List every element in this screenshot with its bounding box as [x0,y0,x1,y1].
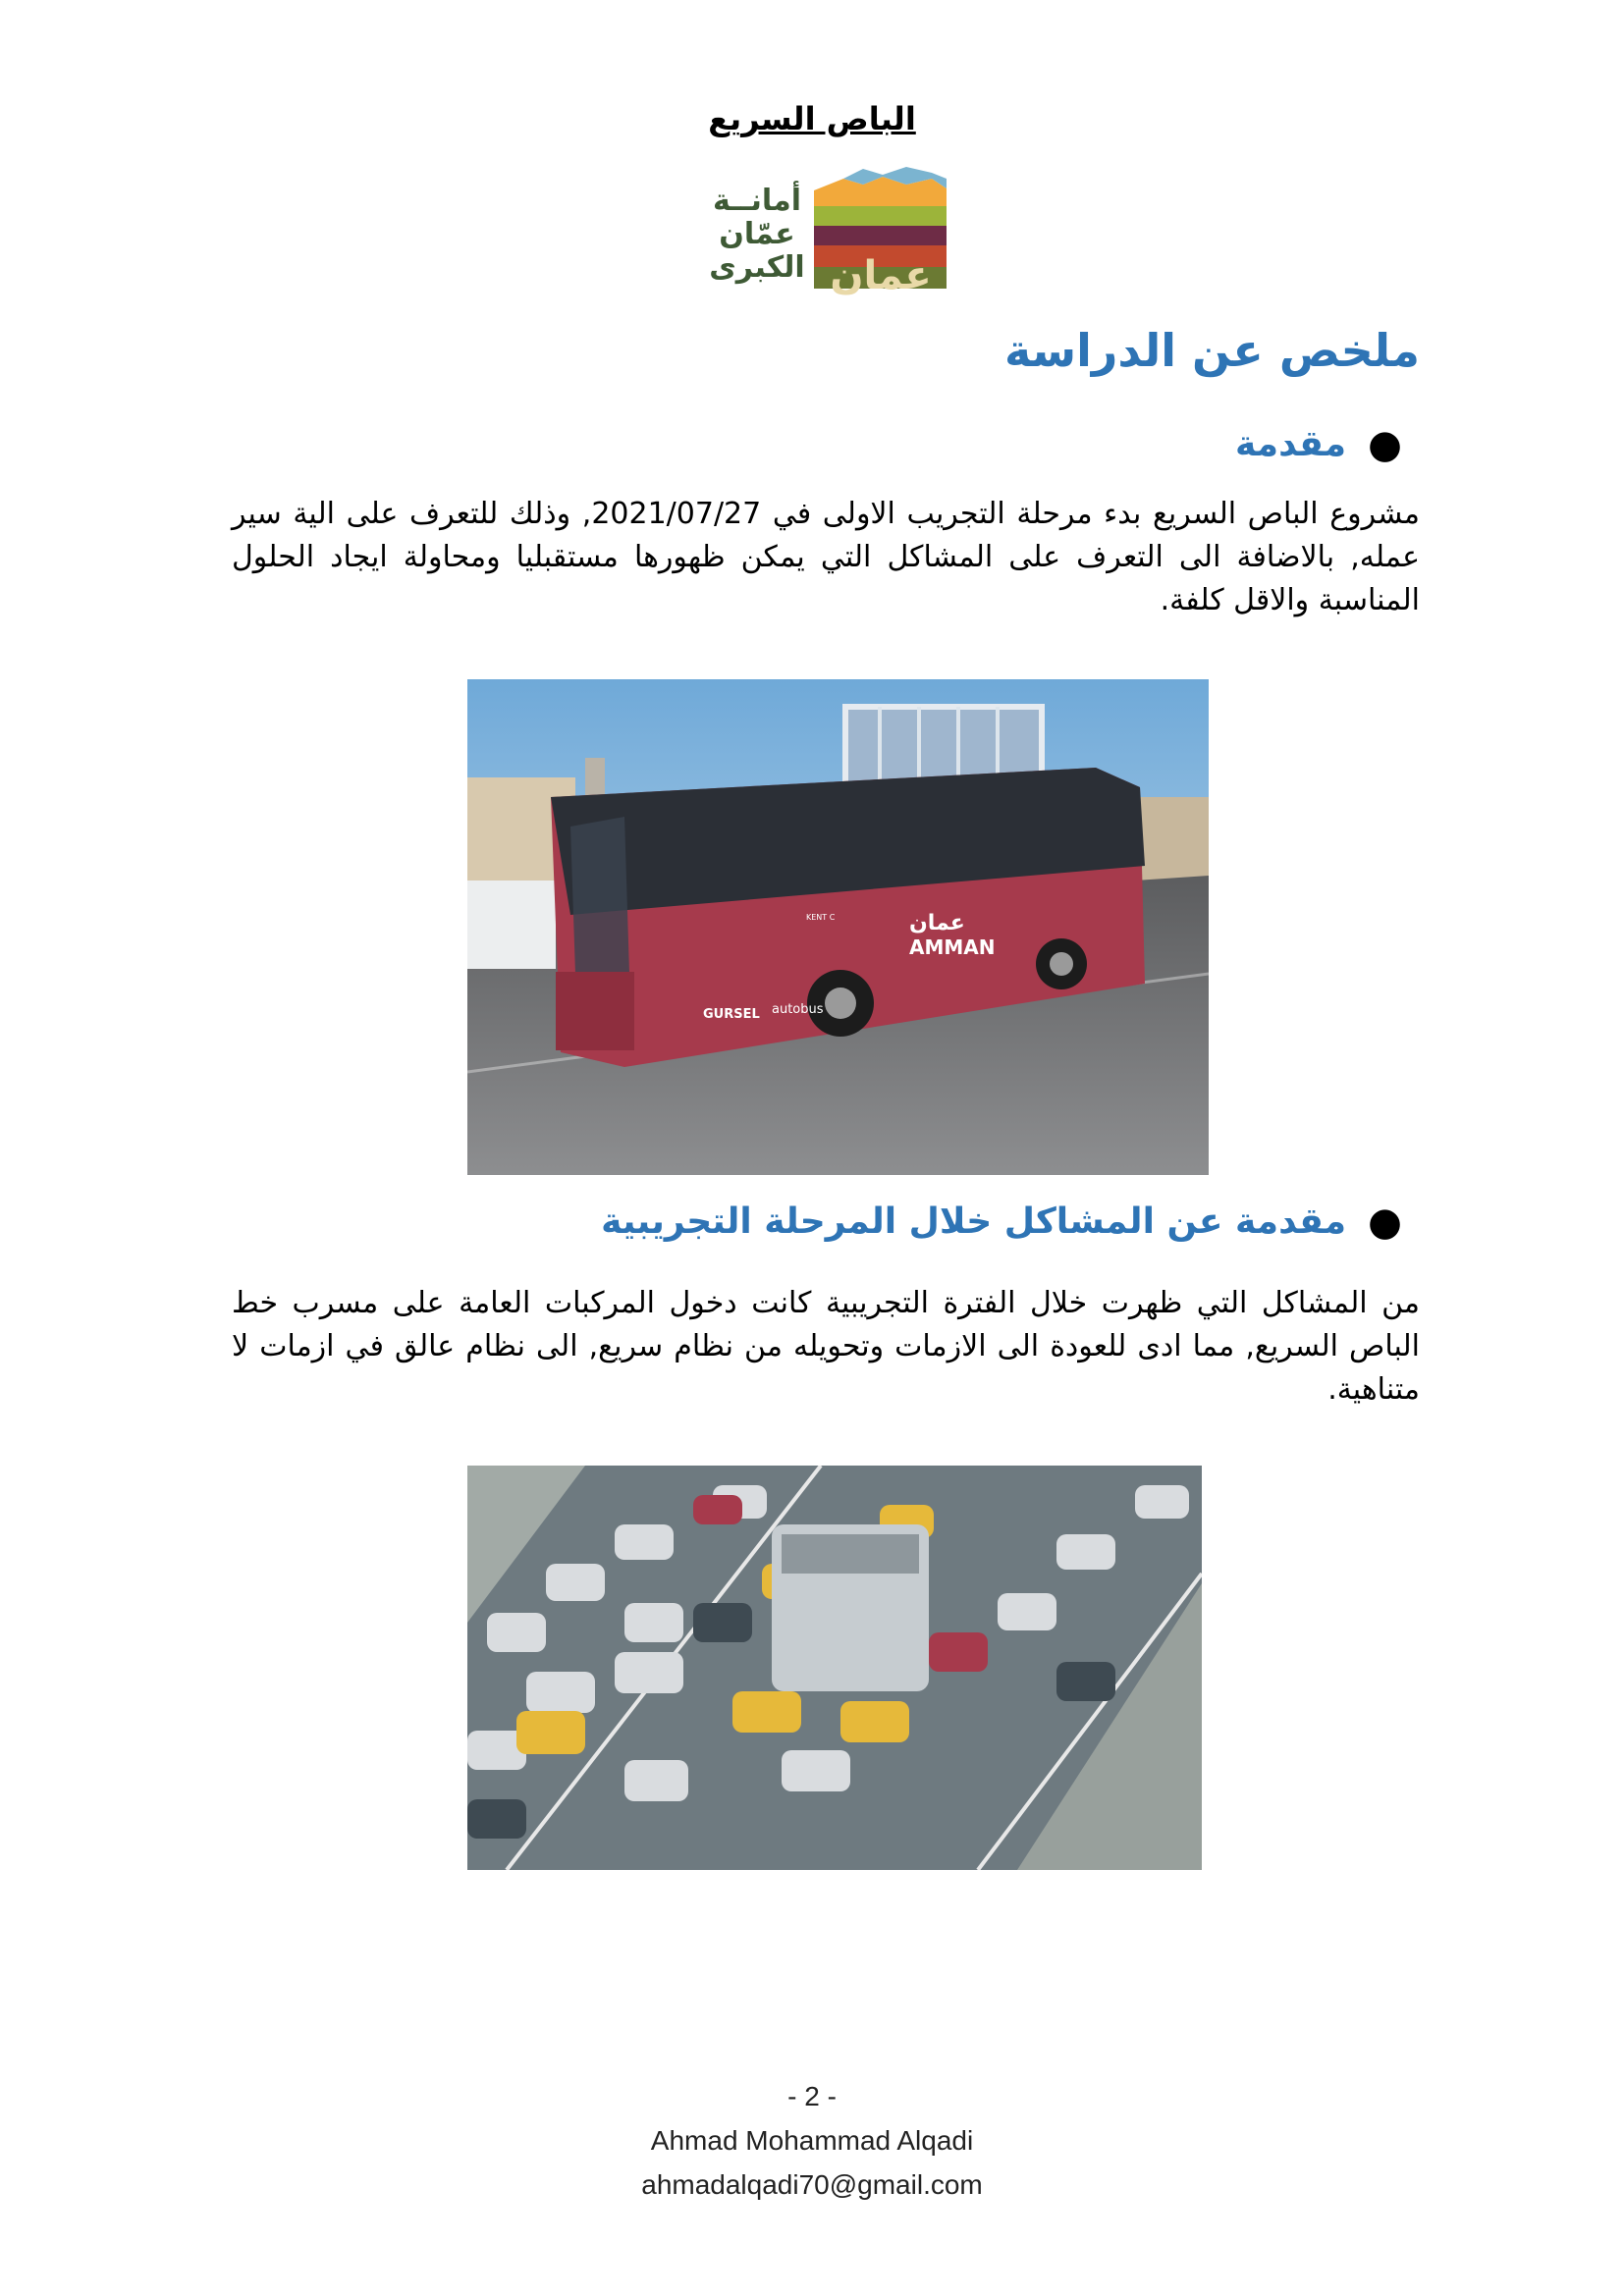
section-problems-paragraph: من المشاكل التي ظهرت خلال الفترة التجريبية كانت دخول المركبات العامة على مسرب خط الباص السريع, مما ادى للعودة الى الازمات وتحويله من نظام سريع, الى نظام عالق في ازمات لا متناهية. [232,1286,1420,1407]
logo-text-line1: أمانــة [712,184,802,218]
bus-brand-ar-text: عمان [909,911,965,935]
bus-photo [467,679,1209,1175]
document-title: الباص السريع [708,100,916,137]
section-intro-paragraph: مشروع الباص السريع بدء مرحلة التجريب الاولى في 2021/07/27, وذلك للتعرف على الية سير عمله, بالاضافة الى التعرف على المشاكل التي يمكن ظهورها مستقبليا ومحاولة ايجاد الحلول المناسبة والاقل كلفة. [232,497,1421,617]
author-email: ahmadalqadi70@gmail.com [641,2169,983,2200]
section-problems-heading-row [601,1199,1402,1245]
logo-text-line3: الكبرى [709,250,805,285]
logo-text-line2: عمّان [719,217,795,251]
svg-text:عمان: عمان [830,253,932,298]
summary-heading: ملخص عن الدراسة [1003,324,1420,377]
bus-dealer-text: GURSEL [703,1007,760,1022]
bus-model-text: KENT C [806,913,836,922]
author-name: Ahmad Mohammad Alqadi [650,2125,974,2156]
section-intro-heading: مقدمة [1234,424,1347,464]
amman-municipality-logo [696,149,953,302]
bullet-icon: ● [1368,421,1402,467]
traffic-photo [467,1466,1202,1870]
bus-brand-text: AMMAN [909,935,996,959]
page-number: - 2 - [787,2081,837,2111]
bus-maker-text: autobus [772,1002,824,1017]
section-problems-heading: مقدمة عن المشاكل خلال المرحلة التجريبية [601,1201,1347,1242]
section-intro-heading-row [1234,421,1402,467]
bullet-icon: ● [1368,1199,1402,1245]
logo-emblem [814,167,947,298]
